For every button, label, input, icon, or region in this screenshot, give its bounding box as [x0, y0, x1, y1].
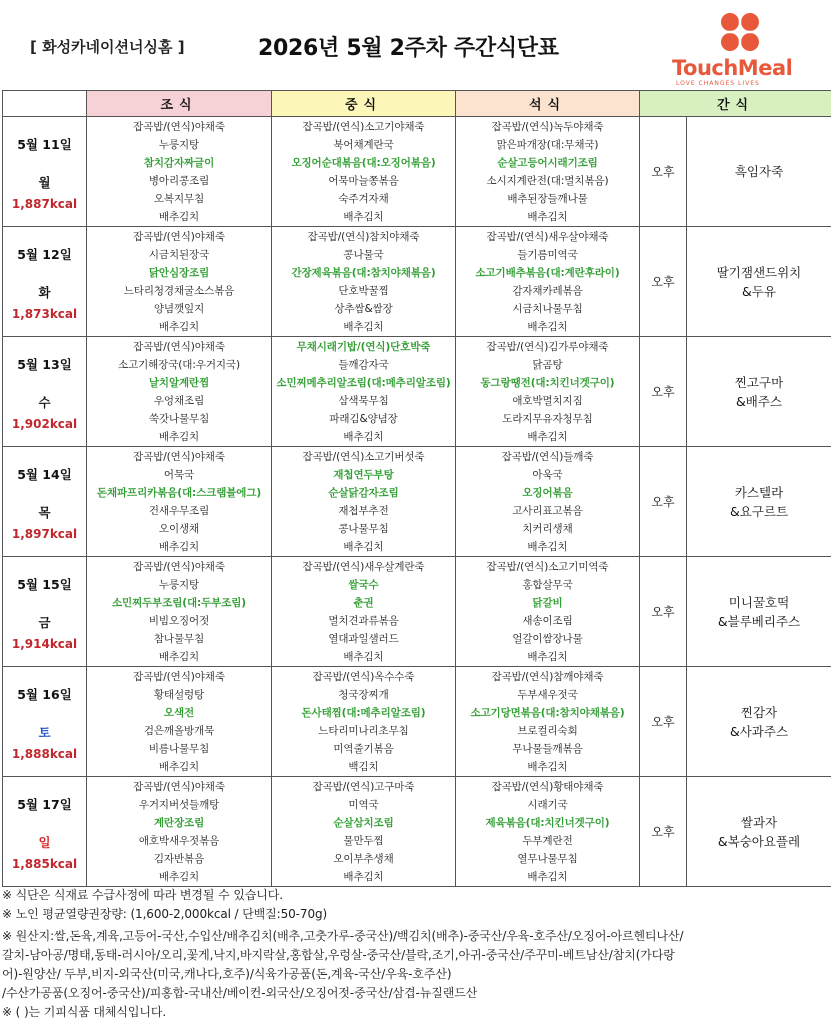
menu-item: 무채시래기밥/(연식)단호박죽	[296, 341, 431, 353]
dinner-cell	[456, 227, 640, 337]
menu-item: 소고기해장국(대:우거지국)	[118, 359, 240, 371]
menu-item: 삼색묵무침	[338, 395, 389, 407]
snack-time: 오후	[640, 777, 687, 887]
menu-item: 감자채카레볶음	[512, 285, 583, 297]
menu-item: 파래김&양념장	[329, 413, 398, 425]
day-kcal: 1,888kcal	[11, 746, 78, 761]
day-date: 5월 14일	[17, 466, 72, 482]
dinner-cell	[456, 337, 640, 447]
day-weekday: 일	[38, 834, 51, 850]
menu-item: 재첩연두부탕	[333, 469, 394, 481]
menu-item: 소고기당면볶음(대:참치야채볶음)	[470, 707, 625, 719]
lunch-cell	[272, 447, 456, 557]
page-header	[0, 0, 831, 90]
menu-item: 열무나물무침	[517, 853, 578, 865]
day-kcal: 1,914kcal	[11, 636, 78, 651]
day-row	[3, 117, 831, 227]
menu-item: 잡곡밥/(연식)야채죽	[133, 451, 225, 463]
menu-item: 어묵국	[163, 469, 195, 481]
lunch-cell	[272, 557, 456, 667]
breakfast-cell	[87, 667, 272, 777]
snack-item: 찐감자 &사과주스	[687, 667, 831, 777]
note-line: ※ 노인 평균열량권장량: (1,600-2,000kcal / 단백질:50-70g)	[2, 907, 328, 921]
day-row	[3, 777, 831, 887]
menu-item: 닭곰탕	[532, 359, 563, 371]
day-date: 5월 17일	[17, 796, 72, 812]
snack-time: 오후	[640, 447, 687, 557]
menu-item: 백김치	[348, 761, 379, 773]
snack-item: 흑임자죽	[687, 117, 831, 227]
menu-item: 콩나물국	[343, 249, 384, 261]
menu-item: 배추김치	[527, 871, 568, 883]
menu-item: 아욱국	[532, 469, 563, 481]
day-cell	[3, 667, 87, 777]
clover-logo-icon	[670, 8, 810, 58]
logo-wordmark: TouchMeal	[672, 56, 793, 80]
menu-item: 소시지계란전(대:멸치볶음)	[486, 175, 609, 187]
menu-item: 닭안심장조림	[148, 267, 210, 279]
menu-item: 소고기배추볶음(대:계란후라이)	[475, 267, 620, 279]
menu-item: 맑은파개장(대:무채국)	[496, 139, 599, 151]
menu-item: 소민찌메추리알조림(대:메추리알조림)	[276, 377, 451, 389]
menu-item: 배추김치	[158, 431, 200, 443]
menu-item: 돈사태찜(대:메추리알조림)	[301, 707, 426, 719]
menu-item: 시금치된장국	[148, 249, 210, 261]
snack-item: 미니꿀호떡 &블루베리주스	[687, 557, 831, 667]
day-row	[3, 337, 831, 447]
breakfast-cell	[87, 337, 272, 447]
day-row	[3, 447, 831, 557]
menu-item: 건새우무조림	[148, 505, 210, 517]
menu-item: 오복지무침	[153, 193, 205, 205]
menu-item: 잡곡밥/(연식)김가루야채죽	[486, 341, 609, 353]
menu-item: 배추김치	[158, 761, 200, 773]
logo-tagline: LOVE CHANGES LIVES	[676, 80, 760, 87]
note-line: ※ 원산지:쌀,돈육,계육,고등어-국산,수입산/배추김치(배추,고춧가루-중국산)/백김치(배추)-중국산/우육-호주산/오징어-아르헨티나산/	[2, 929, 684, 943]
day-row	[3, 227, 831, 337]
menu-item: 콩나물무침	[338, 523, 389, 535]
menu-item: 애호박새우젓볶음	[138, 835, 220, 847]
day-cell	[3, 117, 87, 227]
day-cell	[3, 557, 87, 667]
day-row	[3, 667, 831, 777]
menu-body	[3, 117, 831, 887]
menu-item: 배추김치	[158, 871, 200, 883]
menu-item: 황태설렁탕	[153, 689, 205, 701]
menu-item: 단호박꿀찜	[338, 285, 389, 297]
menu-item: 잡곡밥/(연식)야채죽	[133, 561, 225, 573]
menu-item: 배추김치	[527, 651, 568, 663]
menu-item: 순살닭감자조림	[328, 487, 399, 499]
menu-item: 배추된장들깨나물	[507, 193, 588, 205]
day-kcal: 1,887kcal	[11, 196, 78, 211]
menu-item: 시래기국	[527, 799, 568, 811]
dinner-cell	[456, 557, 640, 667]
menu-item: 오색전	[163, 707, 195, 719]
menu-item: 청국장찌개	[338, 689, 389, 701]
menu-item: 배추김치	[158, 321, 200, 333]
lunch-cell	[272, 117, 456, 227]
breakfast-cell	[87, 117, 272, 227]
menu-item: 도라지무유자청무침	[502, 413, 593, 425]
day-cell	[3, 777, 87, 887]
menu-item: 배추김치	[527, 431, 568, 443]
dinner-cell	[456, 777, 640, 887]
day-date: 5월 11일	[17, 136, 72, 152]
day-kcal: 1,885kcal	[11, 856, 78, 871]
header-dinner: 석식	[456, 91, 640, 117]
menu-item: 열대과일샐러드	[328, 633, 399, 645]
snack-item: 딸기잼샌드위치 &두유	[687, 227, 831, 337]
menu-item: 얼갈이쌈장나물	[512, 633, 583, 645]
day-cell	[3, 337, 87, 447]
snack-time: 오후	[640, 117, 687, 227]
day-weekday: 금	[38, 614, 51, 630]
header-day	[3, 91, 87, 117]
menu-item: 배추김치	[527, 321, 568, 333]
menu-item: 잡곡밥/(연식)소고기미역죽	[486, 561, 609, 573]
menu-item: 누룽지탕	[158, 139, 200, 151]
day-date: 5월 16일	[17, 686, 72, 702]
note-line: /수산가공품(오징어-중국산)/피홍합-국내산/베이컨-외국산/오징어젓-중국산/삼겹-뉴질랜드산	[2, 986, 478, 1000]
snack-item: 찐고구마 &배주스	[687, 337, 831, 447]
day-weekday: 화	[38, 284, 51, 300]
menu-item: 배추김치	[158, 211, 200, 223]
menu-item: 배추김치	[527, 761, 568, 773]
menu-item: 새송이조림	[522, 615, 573, 627]
menu-item: 제육볶음(대:치킨너겟구이)	[485, 817, 610, 829]
menu-item: 우거지버섯들깨탕	[138, 799, 220, 811]
menu-item: 돈채파프리카볶음(대:스크램블에그)	[96, 487, 262, 499]
menu-item: 순살고등어시래기조림	[497, 157, 598, 169]
menu-item: 잡곡밥/(연식)야채죽	[133, 341, 225, 353]
header-lunch: 중식	[272, 91, 456, 117]
menu-item: 물만두찜	[343, 835, 384, 847]
lunch-cell	[272, 227, 456, 337]
day-row	[3, 557, 831, 667]
menu-item: 참치감자짜글이	[143, 157, 215, 169]
day-weekday: 수	[38, 394, 51, 410]
lunch-cell	[272, 337, 456, 447]
menu-item: 동그랑땡전(대:치킨너겟구이)	[480, 377, 615, 389]
snack-item: 쌀과자 &복숭아요플레	[687, 777, 831, 887]
breakfast-cell	[87, 557, 272, 667]
menu-item: 비빔오징어젓	[148, 615, 210, 627]
menu-item: 양념깻잎지	[153, 303, 205, 315]
dinner-cell	[456, 667, 640, 777]
day-kcal: 1,897kcal	[11, 526, 78, 541]
menu-item: 배추김치	[343, 541, 384, 553]
menu-item: 누룽지탕	[158, 579, 200, 591]
facility-name: [ 화성카네이션너싱홈 ]	[30, 38, 185, 56]
menu-item: 북어채계란국	[333, 139, 394, 151]
note-line: 어)-원양산/ 두부,비지-외국산(미국,캐나다,호주)/식육가공품(돈,계육-국산/우육-호주산)	[2, 967, 452, 981]
menu-item: 숙주겨자채	[338, 193, 389, 205]
weekly-menu-table	[2, 90, 831, 887]
menu-item: 배추김치	[343, 871, 384, 883]
note-line: 갈치-남아공/명태,동태-러시아/오리,꽃게,낙지,바지락살,홍합살,우렁살-중국산/블락,조기,아귀-중국산/주꾸미-베트남산/참치(가다랑	[2, 948, 675, 962]
day-kcal: 1,873kcal	[11, 306, 78, 321]
menu-item: 느타리청경채굴소스볶음	[123, 285, 235, 297]
day-date: 5월 15일	[17, 576, 72, 592]
menu-item: 오징어볶음	[522, 487, 573, 499]
touchmeal-logo	[670, 8, 810, 88]
dinner-cell	[456, 447, 640, 557]
day-weekday: 월	[38, 174, 51, 190]
menu-item: 쌀국수	[348, 579, 379, 591]
lunch-cell	[272, 777, 456, 887]
menu-item: 잡곡밥/(연식)참치야채죽	[307, 231, 420, 243]
dinner-cell	[456, 117, 640, 227]
table-header-row	[3, 91, 831, 117]
menu-item: 잡곡밥/(연식)들깨죽	[501, 451, 594, 463]
lunch-cell	[272, 667, 456, 777]
note-line: ※ 식단은 식재료 수급사정에 따라 변경될 수 있습니다.	[2, 888, 284, 902]
header-snack: 간식	[640, 91, 831, 117]
menu-item: 비름나물무침	[148, 743, 210, 755]
menu-item: 배추김치	[343, 321, 384, 333]
breakfast-cell	[87, 777, 272, 887]
menu-item: 홍합살무국	[522, 579, 573, 591]
notes-section	[2, 886, 831, 1022]
menu-item: 치커리생채	[522, 523, 573, 535]
menu-item: 잡곡밥/(연식)녹두야채죽	[491, 121, 604, 133]
menu-item: 닭갈비	[532, 597, 563, 609]
menu-item: 쑥갓나물무침	[148, 413, 210, 425]
menu-item: 잡곡밥/(연식)고구마죽	[312, 781, 415, 793]
menu-item: 잡곡밥/(연식)야채죽	[133, 121, 225, 133]
menu-item: 계란장조림	[153, 817, 205, 829]
menu-item: 잡곡밥/(연식)황태야채죽	[491, 781, 604, 793]
menu-item: 병아리콩조림	[148, 175, 210, 187]
snack-time: 오후	[640, 667, 687, 777]
day-date: 5월 12일	[17, 246, 72, 262]
menu-item: 미역국	[348, 799, 379, 811]
day-weekday: 목	[38, 504, 51, 520]
menu-item: 두부새우젓국	[517, 689, 578, 701]
menu-item: 멸치견과류볶음	[328, 615, 399, 627]
menu-item: 애호박멸치지짐	[512, 395, 583, 407]
menu-item: 순살삼치조림	[333, 817, 394, 829]
menu-item: 배추김치	[527, 541, 568, 553]
menu-item: 검은깨올방개묵	[143, 725, 215, 737]
day-cell	[3, 447, 87, 557]
breakfast-cell	[87, 227, 272, 337]
menu-item: 무나물들깨볶음	[512, 743, 583, 755]
menu-item: 소민찌두부조림(대:두부조림)	[111, 597, 246, 609]
menu-item: 오이생채	[158, 523, 200, 535]
day-weekday: 토	[38, 724, 51, 740]
header-breakfast: 조식	[87, 91, 272, 117]
menu-item: 참나물무침	[153, 633, 205, 645]
menu-item: 배추김치	[343, 431, 384, 443]
snack-item: 카스텔라 &요구르트	[687, 447, 831, 557]
menu-item: 고사리표고볶음	[512, 505, 583, 517]
breakfast-cell	[87, 447, 272, 557]
menu-item: 배추김치	[527, 211, 568, 223]
menu-item: 잡곡밥/(연식)새우살계란죽	[302, 561, 425, 573]
menu-item: 잡곡밥/(연식)옥수수죽	[312, 671, 415, 683]
menu-item: 잡곡밥/(연식)야채죽	[133, 671, 225, 683]
menu-item: 날치알계란찜	[148, 377, 210, 389]
menu-item: 들깨감자국	[338, 359, 389, 371]
menu-item: 잡곡밥/(연식)야채죽	[133, 781, 225, 793]
menu-item: 춘권	[353, 597, 374, 609]
menu-item: 어묵마늘쫑볶음	[328, 175, 399, 187]
menu-item: 느타리미나리초무침	[318, 725, 409, 737]
day-kcal: 1,902kcal	[11, 416, 78, 431]
menu-item: 시금치나물무침	[512, 303, 583, 315]
menu-item: 오징어순대볶음(대:오징어볶음)	[291, 157, 436, 169]
menu-item: 간장제육볶음(대:참치야채볶음)	[291, 267, 436, 279]
page-title: 2026년 5월 2주차 주간식단표	[258, 36, 559, 61]
menu-item: 상추쌈&쌈장	[334, 303, 393, 315]
menu-item: 배추김치	[158, 651, 200, 663]
menu-item: 오이부추생채	[333, 853, 394, 865]
menu-item: 들기름미역국	[517, 249, 578, 261]
menu-item: 우엉채조림	[153, 395, 205, 407]
day-date: 5월 13일	[17, 356, 72, 372]
day-cell	[3, 227, 87, 337]
menu-item: 잡곡밥/(연식)소고기버섯죽	[302, 451, 425, 463]
snack-time: 오후	[640, 337, 687, 447]
menu-item: 두부계란전	[522, 835, 573, 847]
menu-item: 브로컬리숙회	[517, 725, 578, 737]
menu-item: 김자반볶음	[153, 853, 205, 865]
menu-item: 잡곡밥/(연식)참깨야채죽	[491, 671, 604, 683]
menu-item: 미역줄기볶음	[333, 743, 394, 755]
note-line: ※ ( )는 기피식품 대체식입니다.	[2, 1005, 167, 1019]
menu-item: 배추김치	[343, 211, 384, 223]
menu-item: 잡곡밥/(연식)야채죽	[133, 231, 225, 243]
menu-item: 잡곡밥/(연식)새우살야채죽	[486, 231, 609, 243]
snack-time: 오후	[640, 227, 687, 337]
menu-item: 재첩부추전	[338, 505, 389, 517]
menu-item: 잡곡밥/(연식)소고기야채죽	[302, 121, 425, 133]
snack-time: 오후	[640, 557, 687, 667]
menu-item: 배추김치	[158, 541, 200, 553]
menu-item: 배추김치	[343, 651, 384, 663]
